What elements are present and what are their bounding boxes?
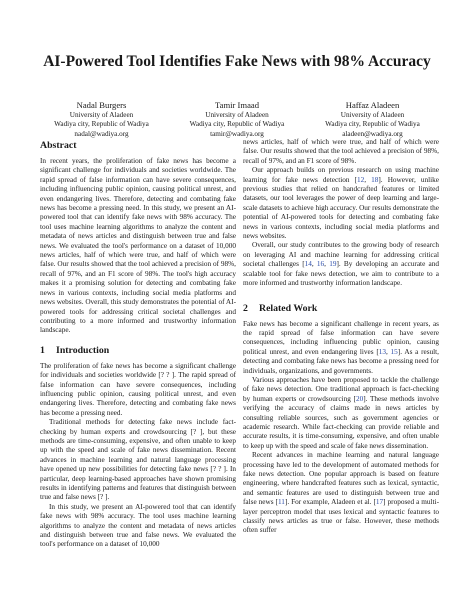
related-paragraph-3: Recent advances in machine learning and natural language processing have led to the development of automated methods for fake news detection. One popular approach is based on feature engineering, where handcrafted features such as lexical, syntactic, and semantic features are used to distinguish between true and false news [11]. For example, Aladeen et al. [17] proposed a multi-layer perceptron model that uses lexical and syntactic features to classify news articles as true or false. However, these methods often suffer: [243, 451, 439, 535]
right-column: [243, 138, 439, 536]
related-work-heading: [243, 303, 439, 315]
author-location: Wadiya city, Republic of Wadiya: [189, 120, 285, 129]
section-number: 1: [40, 344, 45, 356]
author-affiliation: University of Aladeen: [205, 111, 269, 119]
intro-paragraph-2: Traditional methods for detecting fake news include fact-checking by human experts and crowdsourcing [? ], but these methods are time-consuming, expensive, and often unable to keep up with the speed and scale of fake news dissemination. Recent advances in machine learning and natural language processing have opened up new possibilities for detecting fake news [? ? ]. In particular, deep learning-based approaches have shown promising results in identifying patterns and features that distinguish between true and false news [? ].: [40, 418, 236, 502]
citation-link[interactable]: 11: [277, 498, 285, 507]
intro-paragraph-5: Overall, our study contributes to the growing body of research on leveraging AI and machine learning for addressing critical societal challenges [14, 16, 19]. By developing an accurate and scalable tool for fake news detection, we aim to contribute to a more informed and trustworthy information landscape.: [243, 241, 439, 288]
author-email[interactable]: nadal@wadiya.org: [74, 129, 129, 138]
author-location: Wadiya city, Republic of Wadiya: [54, 120, 149, 129]
intro-paragraph-3-continued: news articles, half of which were true, and half of which were false. Our results showed that the tool achieved a precision of 98%, recall of 97%, and an F1 score of 98%.: [243, 138, 439, 165]
author-affiliation: University of Aladeen: [69, 111, 134, 119]
author-location: Wadiya city, Republic of Wadiya: [325, 120, 420, 129]
citation-link[interactable]: 18: [371, 175, 379, 184]
introduction-heading: [40, 345, 236, 357]
abstract-heading: Abstract: [40, 140, 77, 151]
left-column: [40, 140, 236, 550]
author-name: Nadal Burgers: [76, 100, 127, 110]
paper-title: AI-Powered Tool Identifies Fake News with 98% Accuracy: [43, 53, 431, 70]
intro-paragraph-1: The proliferation of fake news has become a significant challenge for individuals and societies worldwide [? ? ]. The rapid spread of false information can have severe consequences, including influencing public opinion, causing political unrest, and even endangering lives. Therefore, detecting and combating fake news has become a pressing need.: [40, 361, 236, 417]
related-paragraph-2: Various approaches have been proposed to tackle the challenge of fake news detection. One traditional approach is fact-checking by human experts or crowdsourcing [20]. These methods involve verifying the accuracy of claims made in news articles by consulting reliable sources, such as government agencies or academic research. While fact-checking can provide reliable and accurate results, it is time-consuming, expensive, and often unable to keep up with the speed and scale of fake news dissemination.: [243, 375, 439, 450]
intro-paragraph-3: In this study, we present an AI-powered tool that can identify fake news with 98% accuracy. The tool uses machine learning algorithms to analyze the content and metadata of news articles and distinguish between true and false news. We evaluated the tool's performance on a dataset of 10,000: [40, 502, 236, 549]
author-2: [170, 100, 305, 139]
author-email[interactable]: tamir@wadiya.org: [210, 129, 264, 138]
author-affiliation: University of Aladeen: [340, 111, 405, 119]
citation-link[interactable]: 12: [356, 175, 365, 184]
author-name: Tamir Imaad: [214, 100, 260, 110]
citation-link[interactable]: 20: [355, 394, 364, 403]
author-name: Haffaz Aladeen: [345, 100, 400, 110]
section-title: Related Work: [259, 302, 318, 314]
citation-link[interactable]: 16: [316, 260, 325, 269]
citation-link[interactable]: 14: [304, 260, 312, 269]
author-1: [34, 100, 169, 139]
author-email[interactable]: aladeen@wadiya.org: [342, 129, 403, 138]
citation-link[interactable]: 13: [378, 347, 386, 356]
intro-paragraph-4: Our approach builds on previous research on using machine learning for fake news detection [12, 18]. However, unlike previous studies that relied on handcrafted features or limited datasets, our tool leverages the power of deep learning and large-scale datasets to achieve high accuracy. Our results demonstrate the potential of AI-powered tools for detecting and combating fake news in various contexts, including social media platforms and news websites.: [243, 166, 440, 241]
section-number: 2: [243, 302, 248, 314]
citation-link[interactable]: 19: [329, 260, 337, 269]
author-3: [305, 100, 440, 139]
citation-link[interactable]: 15: [390, 347, 398, 356]
related-paragraph-1: Fake news has become a significant challenge in recent years, as the rapid spread of false information can have severe consequences, including influencing public opinion, causing political unrest, and even endangering lives [13, 15]. As a result, detecting and combating fake news has become a pressing need for individuals, organizations, and governments.: [243, 319, 439, 375]
citation-link[interactable]: 17: [375, 498, 384, 507]
section-title: Introduction: [56, 344, 110, 356]
abstract-text: In recent years, the proliferation of fake news has become a significant challenge for individuals and societies worldwide. The rapid spread of false information can have severe consequences, including influencing public opinion, causing political unrest, and even endangering lives. Therefore, detecting and combating fake news has become a pressing need. In this study, we present an AI-powered tool that can identify fake news with 98% accuracy. The tool uses machine learning algorithms to analyze the content and metadata of news articles and distinguish between true and false news. We evaluated the tool's performance on a dataset of 10,000 news articles, half of which were true, and half of which were false. Our results showed that the tool achieved a precision of 98%, recall of 97%, and an F1 score of 98%. The tool's high accuracy makes it a promising solution for detecting and combating fake news in various contexts, including social media platforms and news websites. Overall, this study demonstrates the potential of AI-powered tools for addressing critical societal challenges and contributing to a more informed and trustworthy information landscape.: [40, 157, 236, 335]
author-block: [34, 100, 440, 139]
